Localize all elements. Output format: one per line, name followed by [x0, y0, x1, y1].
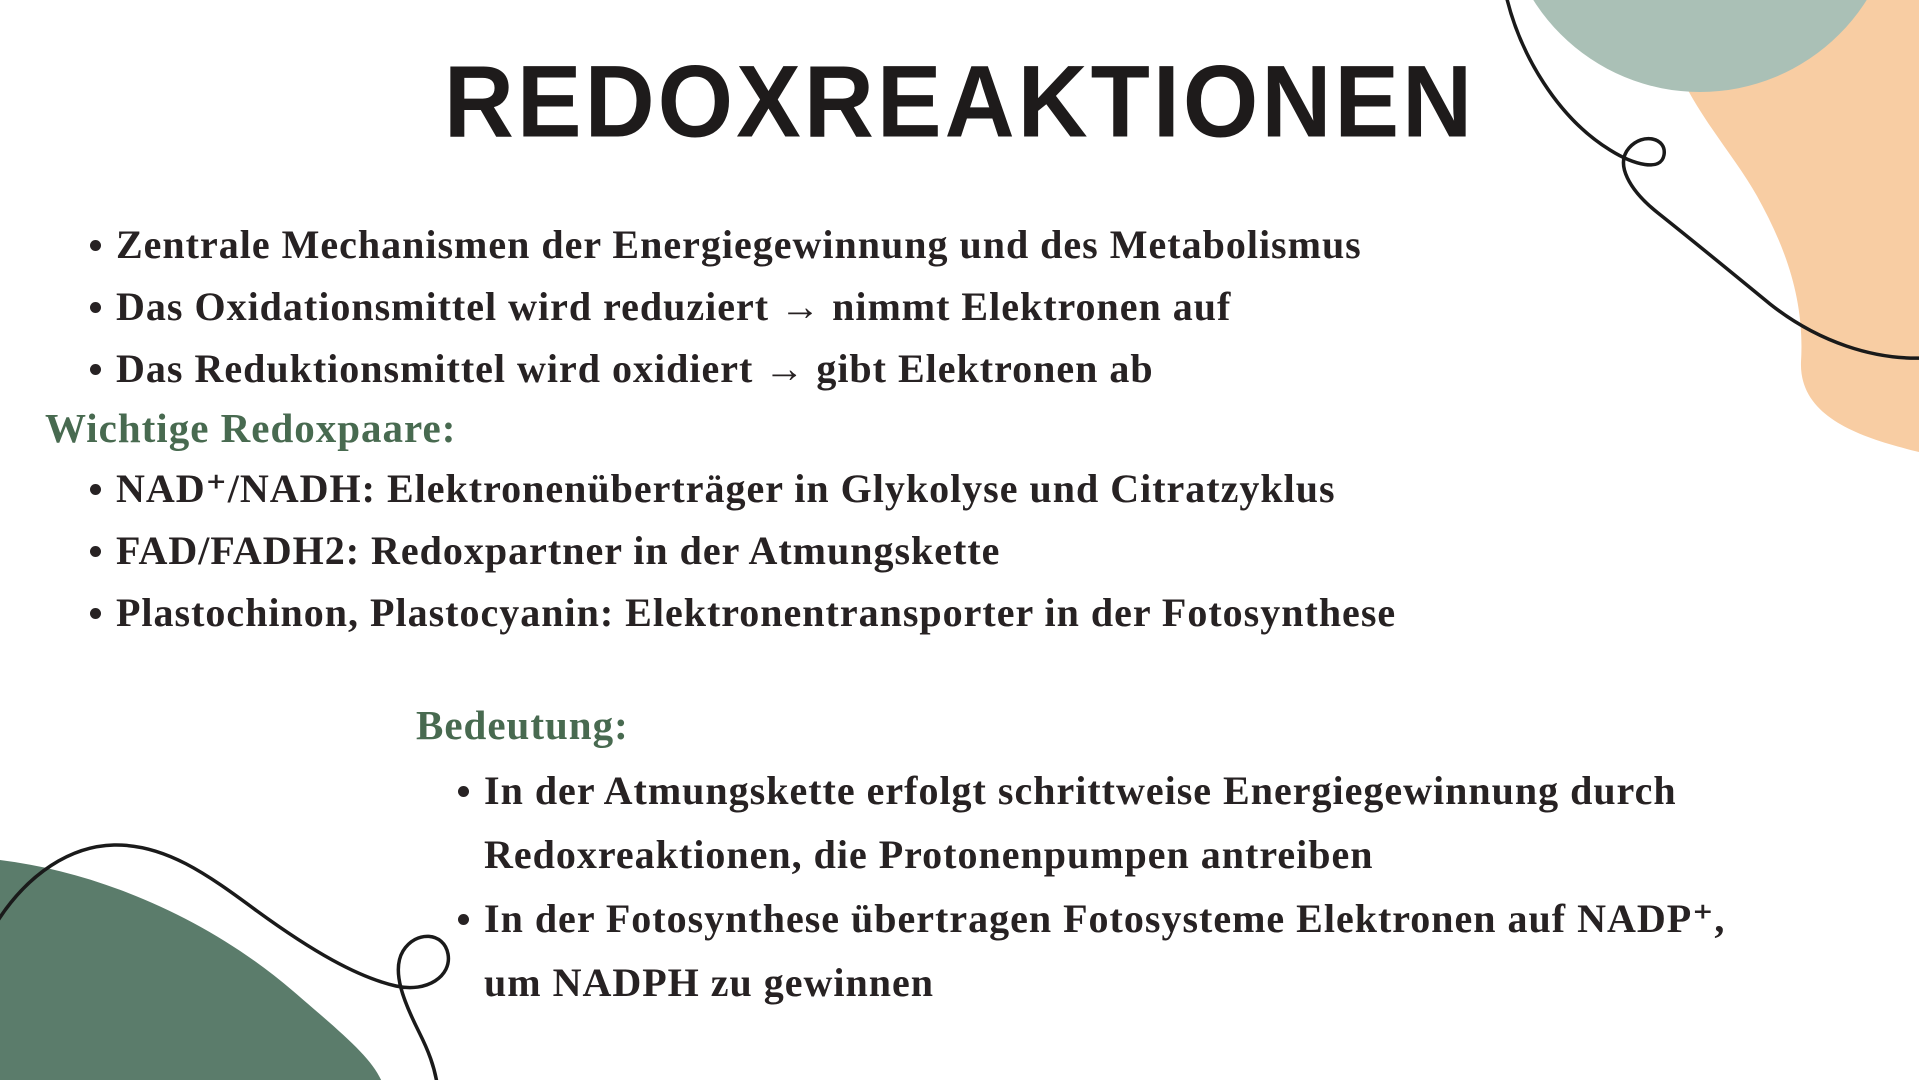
list-item: [90, 458, 1396, 520]
significance-bullet-list: [458, 759, 1725, 1015]
list-item: [458, 887, 1725, 1015]
bullet-dot: [90, 240, 101, 251]
list-item: [90, 214, 1362, 276]
bullet-line: NAD⁺/NADH: Elektronenüberträger in Glykolyse und Citratzyklus: [116, 466, 1336, 511]
bullet-dot: [458, 914, 469, 925]
dark-green-blob: [0, 860, 382, 1080]
intro-bullet-list: [90, 214, 1362, 400]
bullet-text: [484, 759, 1677, 887]
bullet-text: [116, 582, 1396, 644]
bullet-text: [116, 214, 1362, 276]
bullet-dot: [458, 786, 469, 797]
bullet-text: [116, 276, 1231, 338]
bullet-line: In der Atmungskette erfolgt schrittweise Energiegewinnung durch: [484, 768, 1677, 813]
bullet-text: [116, 458, 1336, 520]
bullet-text: [116, 520, 1000, 582]
bullet-line: Redoxreaktionen, die Protonenpumpen antreiben: [484, 832, 1374, 877]
list-item: [90, 276, 1362, 338]
list-item: [90, 338, 1362, 400]
significance-heading: Bedeutung:: [416, 702, 629, 748]
bullet-line: um NADPH zu gewinnen: [484, 960, 935, 1005]
list-item: [458, 759, 1725, 887]
bullet-text: [484, 887, 1725, 1015]
bullet-line: Das Oxidationsmittel wird reduziert → nimmt Elektronen auf: [116, 284, 1232, 329]
bottom-left-squiggle-line-icon: [0, 845, 448, 1080]
redox-pairs-bullet-list: [90, 458, 1396, 644]
bullet-dot: [90, 302, 101, 313]
slide-title: REDOXREAKTIONEN: [443, 44, 1476, 159]
bullet-text: [116, 338, 1154, 400]
bullet-dot: [90, 608, 101, 619]
bullet-line: FAD/FADH2: Redoxpartner in der Atmungskette: [116, 528, 1001, 573]
bullet-line: In der Fotosynthese übertragen Fotosysteme Elektronen auf NADP⁺,: [484, 896, 1726, 941]
list-item: [90, 582, 1396, 644]
redox-pairs-heading: Wichtige Redoxpaare:: [45, 405, 457, 451]
bullet-line: Das Reduktionsmittel wird oxidiert → gibt Elektronen ab: [116, 346, 1154, 391]
list-item: [90, 520, 1396, 582]
bullet-line: Zentrale Mechanismen der Energiegewinnung und des Metabolismus: [116, 222, 1362, 267]
bullet-dot: [90, 546, 101, 557]
bullet-dot: [90, 484, 101, 495]
bullet-line: Plastochinon, Plastocyanin: Elektronentransporter in der Fotosynthese: [116, 590, 1397, 635]
bullet-dot: [90, 364, 101, 375]
